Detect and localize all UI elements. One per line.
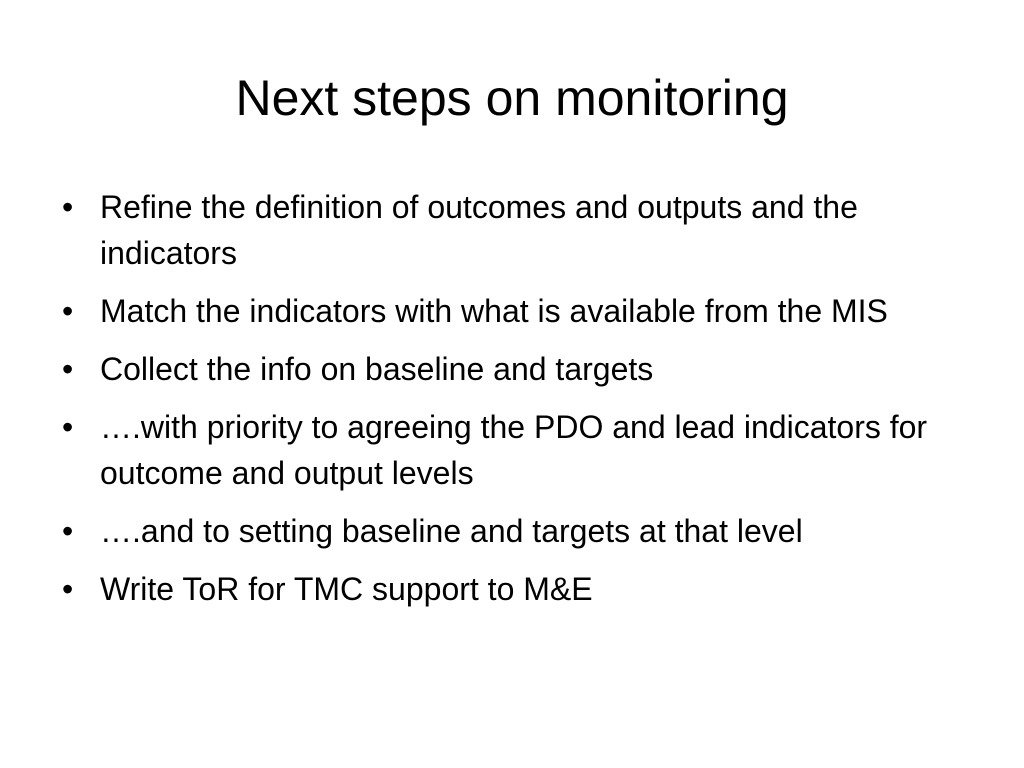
- bullet-text: Collect the info on baseline and targets: [100, 351, 654, 387]
- bullet-text: Write ToR for TMC support to M&E: [100, 571, 593, 607]
- bullet-text: ….and to setting baseline and targets at that level: [100, 513, 803, 549]
- bullet-item: [56, 184, 976, 276]
- bullet-dot-icon: •: [62, 571, 74, 607]
- bullet-item: [56, 288, 976, 334]
- bullet-list: [56, 184, 976, 624]
- bullet-text: Match the indicators with what is available from the MIS: [100, 293, 888, 329]
- bullet-item: [56, 346, 976, 392]
- bullet-dot-icon: •: [62, 351, 74, 387]
- bullet-text: Refine the definition of outcomes and outputs and the indicators: [100, 189, 858, 271]
- bullet-dot-icon: •: [62, 409, 74, 445]
- bullet-item: [56, 404, 976, 496]
- bullet-item: [56, 566, 976, 612]
- slide-title: Next steps on monitoring: [235, 70, 789, 126]
- bullet-dot-icon: •: [62, 189, 74, 225]
- bullet-text: ….with priority to agreeing the PDO and lead indicators for outcome and output levels: [100, 409, 928, 491]
- bullet-dot-icon: •: [62, 513, 74, 549]
- bullet-item: [56, 508, 976, 554]
- bullet-dot-icon: •: [62, 293, 74, 329]
